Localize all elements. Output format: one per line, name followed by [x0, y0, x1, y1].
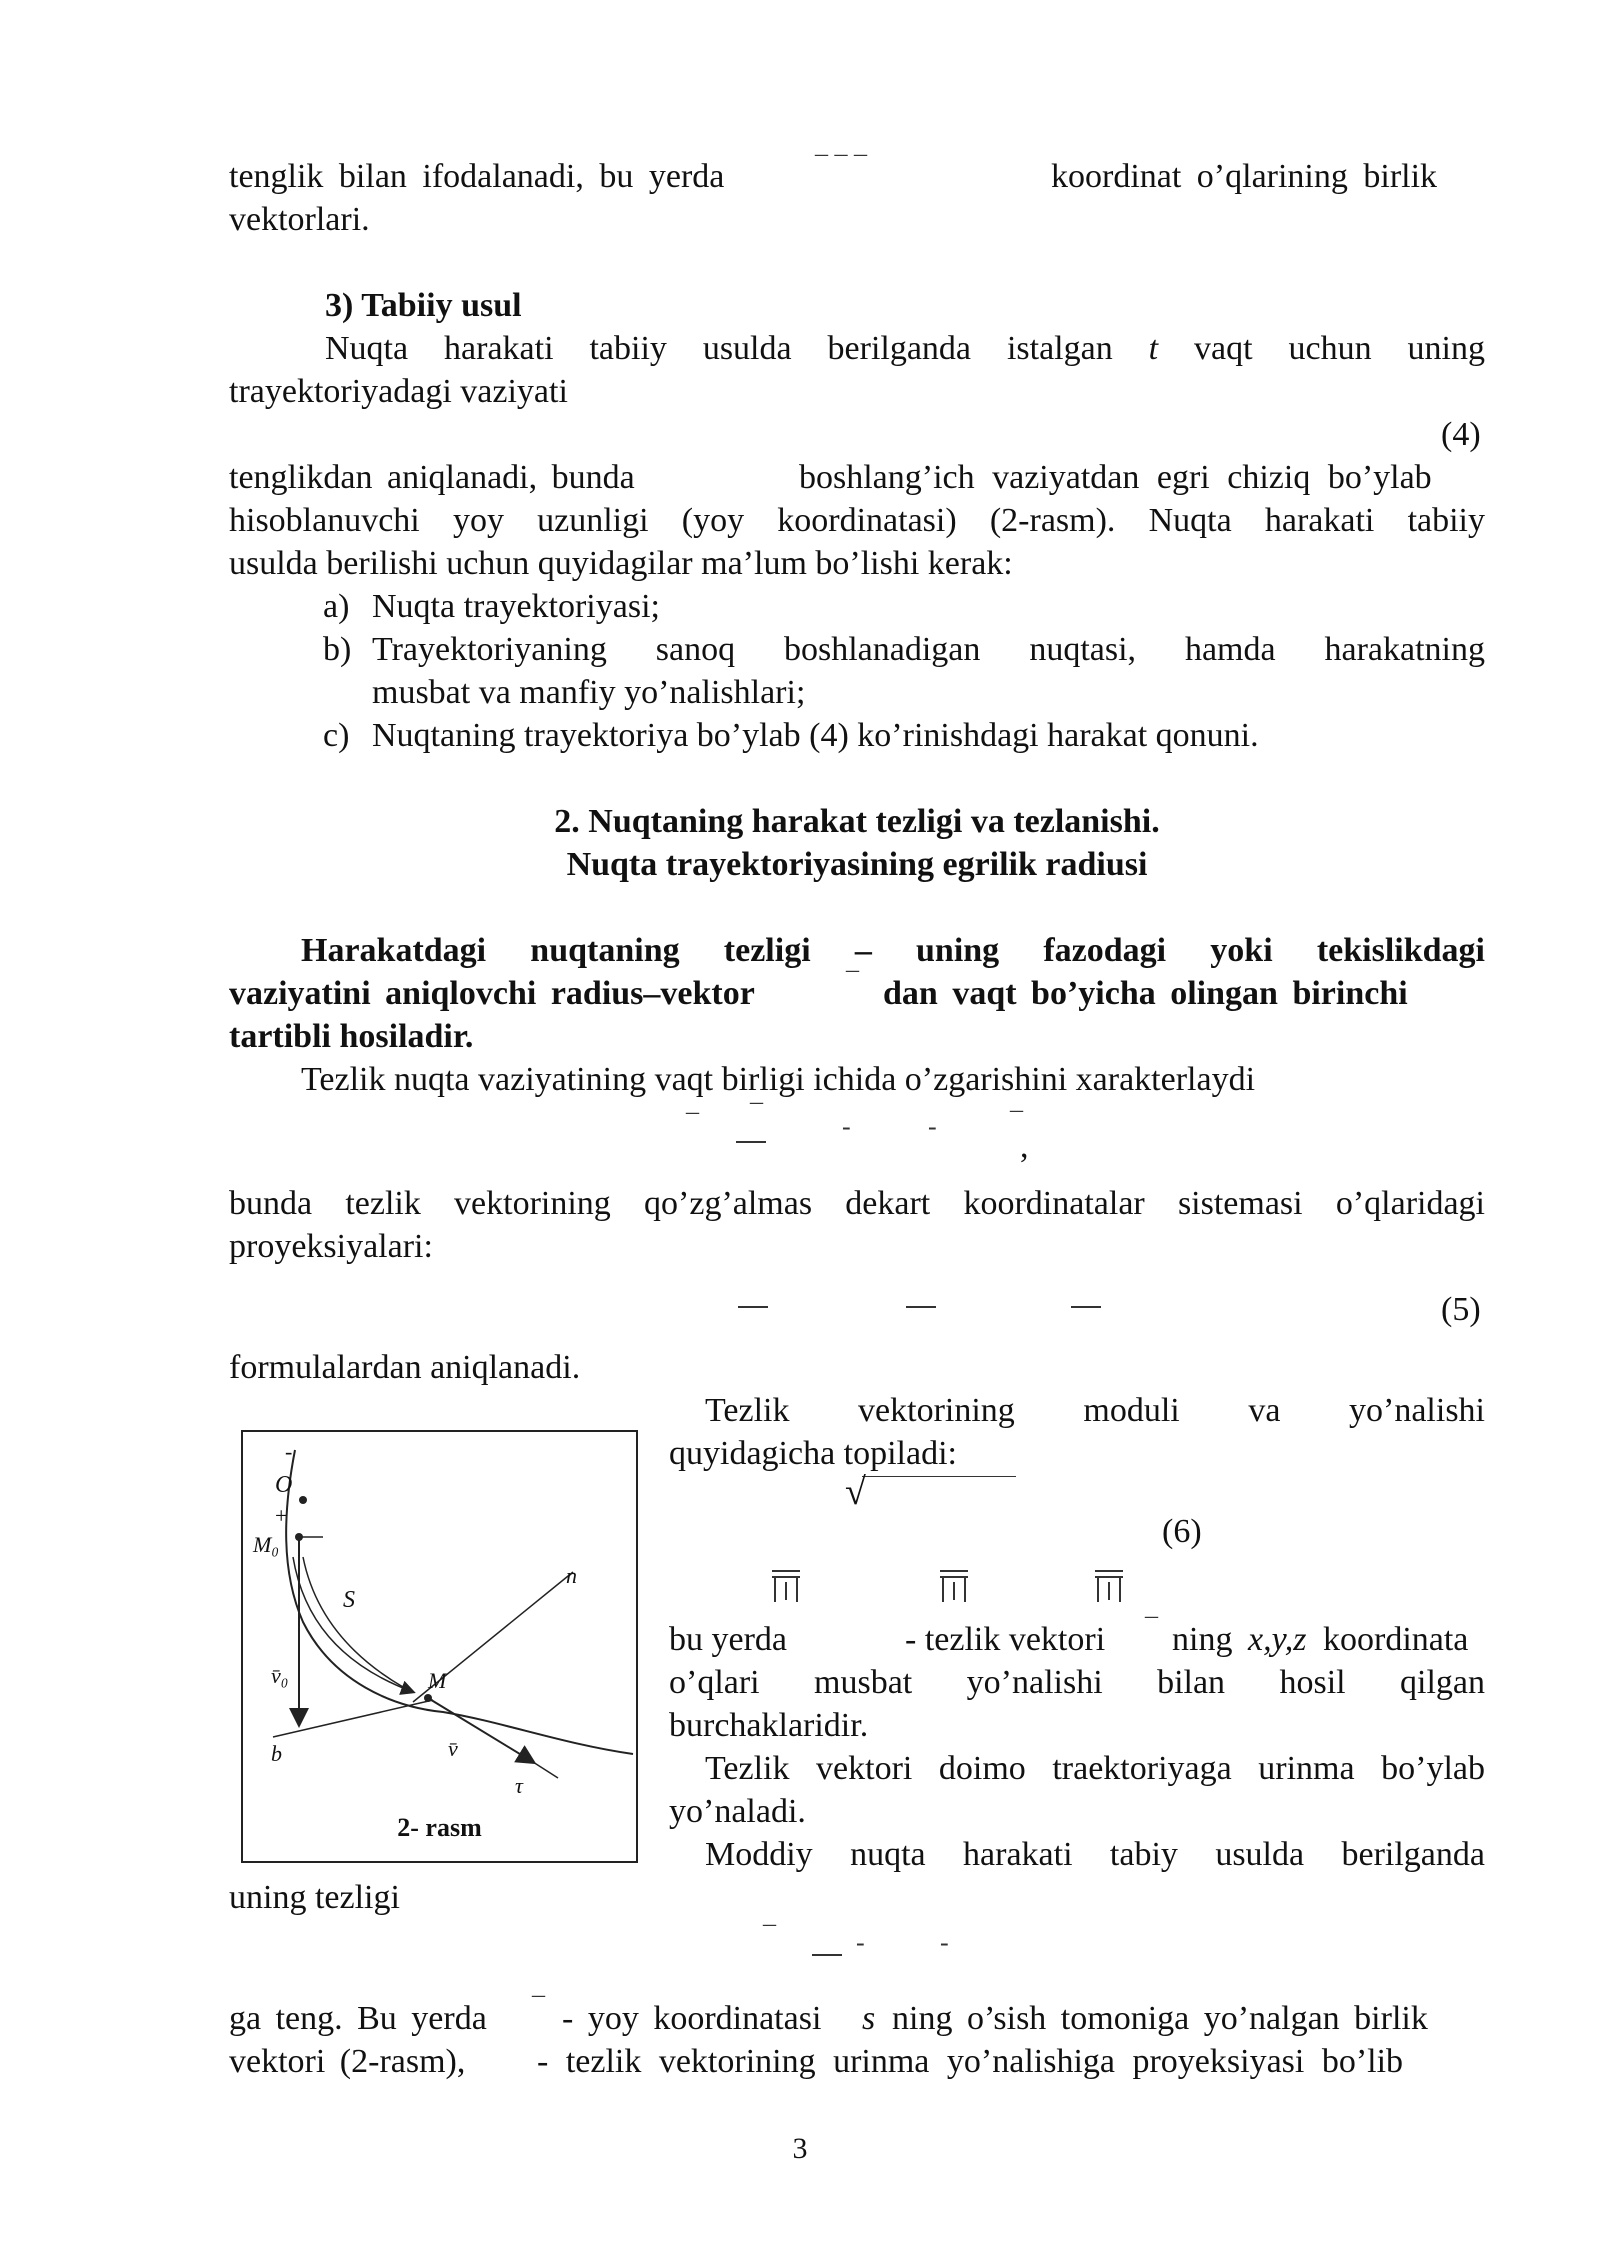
- text-fragment: koordinata: [1323, 1621, 1469, 1658]
- punctuation: ,: [1020, 1128, 1029, 1165]
- label-tau: τ: [515, 1773, 523, 1798]
- vector-bar: ¯: [1145, 1614, 1158, 1643]
- cos-symbol: [940, 1570, 968, 1602]
- label-s: S: [343, 1587, 355, 1613]
- text-fragment: ning: [1172, 1621, 1233, 1658]
- text-line: Tezlik vektorining moduli va yo’nalishi: [705, 1392, 1485, 1429]
- point-o: [299, 1496, 307, 1504]
- text-line: bunda tezlik vektorining qo’zg’almas dekart koordinatalar sistemasi o’qlaridagi: [229, 1185, 1485, 1222]
- list-item: Trayektoriyaning sanoq boshlanadigan nuqtasi, hamda harakatning: [372, 631, 1485, 668]
- vector-bar: ¯: [532, 1993, 545, 2022]
- fraction-bar: [812, 1954, 842, 1956]
- label-b: b: [271, 1741, 282, 1766]
- vector-bar: -: [842, 1112, 851, 1141]
- text-fragment: - tezlik vektorining urinma yo’nalishiga proyeksiyasi bo’lib: [537, 2043, 1404, 2080]
- trajectory-curve: [286, 1450, 633, 1754]
- figure-caption: 2- rasm: [397, 1813, 482, 1842]
- point-m: [424, 1694, 432, 1702]
- text-line: usulda berilishi uchun quyidagilar ma’lum bo’lishi kerak:: [229, 545, 1013, 582]
- text-fragment: ga teng. Bu yerda: [229, 2000, 487, 2037]
- vector-bar: ¯: [763, 1922, 776, 1951]
- text-line: tenglik bilan ifodalanadi, bu yerda: [229, 158, 725, 195]
- label-m: M: [428, 1668, 447, 1693]
- fraction-bar: [736, 1141, 766, 1143]
- section-heading: 2. Nuqtaning harakat tezligi va tezlanishi.: [554, 803, 1160, 840]
- equation-number: (6): [1162, 1513, 1202, 1550]
- text-line: uning tezligi: [229, 1879, 400, 1916]
- text-fragment: ning o’sish tomoniga yo’nalgan birlik: [892, 2000, 1428, 2037]
- point-m0: [295, 1533, 303, 1541]
- label-v0: v̄₀: [271, 1663, 289, 1688]
- definition-text: dan vaqt bo’yicha olingan birinchi: [883, 975, 1408, 1012]
- label-m0: M₀: [253, 1532, 279, 1557]
- definition-text: vaziyatini aniqlovchi radius–vektor: [229, 975, 755, 1012]
- vector-bar: ¯: [1010, 1108, 1023, 1137]
- text-line: o’qlari musbat yo’nalishi bilan hosil qilgan: [669, 1664, 1485, 1701]
- arc-s-inner: [293, 1557, 413, 1692]
- variable-t: t: [1148, 330, 1159, 367]
- text-line: quyidagicha topiladi:: [669, 1435, 957, 1472]
- list-item: musbat va manfiy yo’nalishlari;: [372, 674, 806, 711]
- text-fragment: - yoy koordinatasi: [562, 2000, 822, 2037]
- equation-number: (5): [1441, 1291, 1481, 1328]
- vector-bar: ¯: [686, 1110, 699, 1139]
- sqrt-sign: √: [845, 1471, 866, 1513]
- text-line: Tezlik vektori doimo traektoriyaga urinma bo’ylab: [705, 1750, 1485, 1787]
- label-v: v̄: [448, 1736, 458, 1761]
- label-n: n: [566, 1563, 577, 1588]
- label-o: O: [275, 1472, 293, 1498]
- definition-text: tartibli hosiladir.: [229, 1018, 474, 1055]
- text-line: Tezlik nuqta vaziyatining vaqt birligi ichida o’zgarishini xarakterlaydi: [301, 1061, 1256, 1098]
- text-line: formulalardan aniqlanadi.: [229, 1349, 581, 1386]
- figure-2: [241, 1430, 638, 1863]
- list-item: Nuqta trayektoriyasi;: [372, 588, 660, 625]
- subheading: 3) Tabiiy usul: [325, 287, 522, 324]
- text-fragment: - tezlik vektori: [905, 1621, 1106, 1658]
- text-line: vektorlari.: [229, 201, 370, 238]
- definition-text: Harakatdagi nuqtaning tezligi – uning fazodagi yoki tekislikdagi: [301, 932, 1485, 969]
- page-number: 3: [792, 2132, 808, 2165]
- cos-symbol: [772, 1570, 800, 1602]
- equation-number: (4): [1441, 416, 1481, 453]
- text-fragment: bu yerda: [669, 1621, 788, 1658]
- text-line: hisoblanuvchi yoy uzunligi (yoy koordinatasi) (2-rasm). Nuqta harakati tabiiy: [229, 502, 1485, 539]
- section-heading: Nuqta trayektoriyasining egrilik radiusi: [566, 846, 1148, 883]
- cos-symbol: [1095, 1570, 1123, 1602]
- text-fragment: s: [862, 2000, 876, 2037]
- vector-bar: ¯ ¯ ¯: [815, 152, 867, 181]
- text-line: yo’naladi.: [669, 1793, 806, 1830]
- trajectory-diagram: [243, 1432, 640, 1865]
- list-label: b): [323, 631, 352, 668]
- vector-bar: -: [856, 1928, 865, 1957]
- vector-bar: ¯: [750, 1100, 763, 1129]
- binormal-b-line: [273, 1700, 433, 1737]
- text-line: boshlang’ich vaziyatdan egri chiziq bo’ylab: [799, 459, 1432, 496]
- text-fragment: x,y,z: [1248, 1621, 1307, 1658]
- text-line: trayektoriyadagi vaziyati: [229, 373, 568, 410]
- label-minus: -: [285, 1439, 293, 1464]
- list-label: a): [323, 588, 350, 625]
- list-label: c): [323, 717, 350, 754]
- fraction-bar: [1071, 1306, 1101, 1308]
- fraction-bar: [738, 1306, 768, 1308]
- vector-bar: ¯: [846, 968, 859, 997]
- text-line: tenglikdan aniqlanadi, bunda: [229, 459, 635, 496]
- velocity-v-vector: [428, 1698, 533, 1762]
- text-line: Nuqta harakati tabiiy usulda berilganda istalgan t vaqt uchun uning: [325, 330, 1486, 367]
- text-line: Moddiy nuqta harakati tabiy usulda berilganda: [705, 1836, 1485, 1873]
- list-item: Nuqtaning trayektoriya bo’ylab (4) ko’rinishdagi harakat qonuni.: [372, 717, 1259, 754]
- sqrt-bar: [862, 1476, 1016, 1477]
- text-line: koordinat o’qlarining birlik: [1051, 158, 1438, 195]
- tangent-tau-line: [533, 1762, 558, 1778]
- text-fragment: vektori (2-rasm),: [229, 2043, 466, 2080]
- vector-bar: -: [940, 1928, 949, 1957]
- fraction-bar: [906, 1306, 936, 1308]
- text-line: burchaklaridir.: [669, 1707, 869, 1744]
- label-plus: +: [275, 1503, 288, 1528]
- vector-bar: -: [928, 1112, 937, 1141]
- text-line: proyeksiyalari:: [229, 1228, 433, 1265]
